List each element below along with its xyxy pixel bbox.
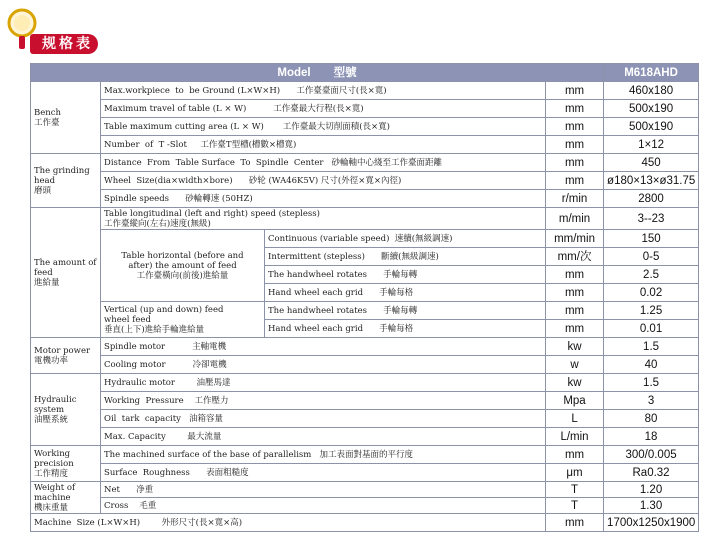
- row-value: Ra0.32: [604, 464, 699, 482]
- row-unit: mm: [546, 82, 604, 100]
- row-label: Machine Size (L×W×H) 外形尺寸(長×寬×高): [31, 514, 546, 532]
- group-working-precision: Working precision 工作精度: [31, 446, 101, 482]
- row-label: The handwheel rotates 手輪每轉: [265, 266, 546, 284]
- row-value: 80: [604, 410, 699, 428]
- table-row: [31, 230, 699, 248]
- row-value: ø180×13×ø31.75: [604, 172, 699, 190]
- table-row: [31, 208, 699, 230]
- table-row: [31, 498, 699, 514]
- row-value: 1.30: [604, 498, 699, 514]
- row-unit: mm: [546, 154, 604, 172]
- row-unit: mm/次: [546, 248, 604, 266]
- row-value: 300/0.005: [604, 446, 699, 464]
- row-value: 450: [604, 154, 699, 172]
- row-label: Surface Roughness 表面粗糙度: [101, 464, 546, 482]
- row-unit: T: [546, 498, 604, 514]
- table-row: [31, 118, 699, 136]
- spec-title-badge: 规格表: [30, 34, 98, 54]
- row-label: Cross 毛重: [101, 498, 546, 514]
- table-row: [31, 154, 699, 172]
- row-unit: mm: [546, 446, 604, 464]
- row-unit: w: [546, 356, 604, 374]
- row-label: Maximum travel of table (L × W) 工作臺最大行程(長×寬): [101, 100, 546, 118]
- group-feed: The amount of feed 進給量: [31, 208, 101, 338]
- row-value: 150: [604, 230, 699, 248]
- table-row: [31, 82, 699, 100]
- row-value: 500x190: [604, 100, 699, 118]
- table-row: [31, 374, 699, 392]
- row-unit: m/min: [546, 208, 604, 230]
- table-header-row: [31, 64, 699, 82]
- row-label: Table maximum cutting area (L × W) 工作臺最大切削面積(長×寬): [101, 118, 546, 136]
- row-label: Continuous (variable speed) 速續(無級調速): [265, 230, 546, 248]
- table-row: [31, 356, 699, 374]
- row-label: The handwheel rotates 手輪每轉: [265, 302, 546, 320]
- row-unit: mm: [546, 100, 604, 118]
- row-label: Spindle speeds 砂輪轉速 (50HZ): [101, 190, 546, 208]
- row-value: 3: [604, 392, 699, 410]
- row-unit: mm: [546, 514, 604, 532]
- row-unit: kw: [546, 338, 604, 356]
- row-label: Hand wheel each grid 手輪每格: [265, 320, 546, 338]
- row-value: 1.5: [604, 374, 699, 392]
- table-row: [31, 100, 699, 118]
- row-unit: mm: [546, 284, 604, 302]
- row-label: Oil tark capacity 油箱容量: [101, 410, 546, 428]
- row-unit: μm: [546, 464, 604, 482]
- row-unit: mm/min: [546, 230, 604, 248]
- row-value: 1700x1250x1900: [604, 514, 699, 532]
- row-label: Spindle motor 主軸電機: [101, 338, 546, 356]
- row-value: 18: [604, 428, 699, 446]
- row-label: Table longitudinal (left and right) speed (stepless) 工作臺縱向(左右)速度(無級): [101, 208, 546, 230]
- table-row: [31, 338, 699, 356]
- table-row: [31, 482, 699, 498]
- table-row: [31, 190, 699, 208]
- table-row: [31, 302, 699, 320]
- model-value: M618AHD: [604, 64, 699, 82]
- table-row: [31, 410, 699, 428]
- row-value: 2800: [604, 190, 699, 208]
- row-label: Max.workpiece to be Ground (L×W×H) 工作臺臺面尺寸(長×寬): [101, 82, 546, 100]
- table-row: [31, 446, 699, 464]
- row-value: 2.5: [604, 266, 699, 284]
- row-unit: mm: [546, 136, 604, 154]
- row-value: 0.02: [604, 284, 699, 302]
- row-unit: mm: [546, 266, 604, 284]
- row-label: Distance From Table Surface To Spindle Center 砂輪軸中心綫至工作臺面距離: [101, 154, 546, 172]
- row-label: Number of T -Slot 工作臺T型槽(槽數×槽寬): [101, 136, 546, 154]
- row-unit: L/min: [546, 428, 604, 446]
- row-label: The machined surface of the base of parallelism 加工表面對基面的平行度: [101, 446, 546, 464]
- row-label: Net 净重: [101, 482, 546, 498]
- row-label: Hand wheel each grid 手輪每格: [265, 284, 546, 302]
- row-label: Intermittent (stepless) 斷續(無級調速): [265, 248, 546, 266]
- group-weight: Weight of machine 機床重量: [31, 482, 101, 514]
- group-motor-power: Motor power 電機功率: [31, 338, 101, 374]
- row-label: Hydraulic motor 油壓馬達: [101, 374, 546, 392]
- group-hydraulic: Hydraulic system 油壓系統: [31, 374, 101, 446]
- row-value: 0-5: [604, 248, 699, 266]
- row-unit: T: [546, 482, 604, 498]
- table-row: [31, 172, 699, 190]
- group-feed-vertical: Vertical (up and down) feed wheel feed 垂直(上下)進給手輪進給量: [101, 302, 265, 338]
- row-label: Cooling motor 冷卻電機: [101, 356, 546, 374]
- page-header: [0, 0, 710, 62]
- row-label: Wheel Size(dia×width×bore) 砂轮 (WA46K5V) 尺寸(外徑×寬×內徑): [101, 172, 546, 190]
- row-unit: mm: [546, 172, 604, 190]
- row-value: 1.25: [604, 302, 699, 320]
- row-value: 460x180: [604, 82, 699, 100]
- table-row: [31, 392, 699, 410]
- group-feed-horizontal: Table horizontal (before and after) the amount of feed 工作臺橫向(前後)進給量: [101, 230, 265, 302]
- table-row: [31, 464, 699, 482]
- row-value: 40: [604, 356, 699, 374]
- row-value: 1×12: [604, 136, 699, 154]
- row-unit: mm: [546, 320, 604, 338]
- table-row: [31, 136, 699, 154]
- row-unit: kw: [546, 374, 604, 392]
- spec-table: [30, 63, 699, 532]
- table-row: [31, 514, 699, 532]
- row-unit: r/min: [546, 190, 604, 208]
- row-value: 1.5: [604, 338, 699, 356]
- row-unit: Mpa: [546, 392, 604, 410]
- group-bench: Bench 工作臺: [31, 82, 101, 154]
- row-unit: L: [546, 410, 604, 428]
- row-label: Max. Capacity 最大流量: [101, 428, 546, 446]
- row-label: Working Pressure 工作壓力: [101, 392, 546, 410]
- row-value: 500x190: [604, 118, 699, 136]
- group-grinding-head: The grinding head 磨頭: [31, 154, 101, 208]
- row-unit: mm: [546, 118, 604, 136]
- row-value: 0.01: [604, 320, 699, 338]
- model-label: Model 型號: [31, 64, 604, 82]
- table-row: [31, 428, 699, 446]
- row-unit: mm: [546, 302, 604, 320]
- row-value: 1.20: [604, 482, 699, 498]
- row-value: 3--23: [604, 208, 699, 230]
